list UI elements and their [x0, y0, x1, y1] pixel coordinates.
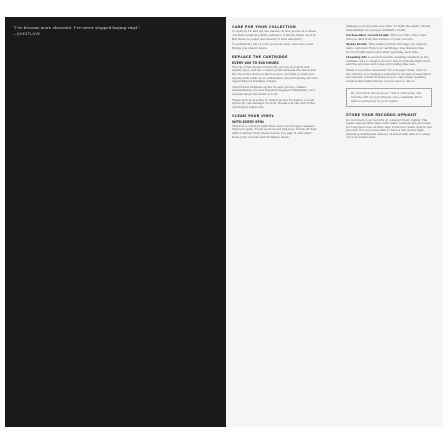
- section-heading: CARE FOR YOUR COLLECTION: [232, 25, 296, 29]
- section-subheading: WITH EVERY SPIN: [232, 119, 264, 124]
- paragraph: Do not stack your records or compact them tightly. The paper sleeves that came with many releases are not ideal for long-term use, as they may scratch or leave dust in the grooves. It’s not a bad idea to have a few dozen high-density polyethylene sleeves on hand with which to swap out your paper ones.: [346, 117, 432, 140]
- term-description: This smaller brush will help you remove static and dust from your cartridge. Use this and the record brush before and after spinning each side.: [346, 42, 428, 54]
- quote-text: “I’ve become more obsessed. I’ve never stopped buying vinyl.”: [13, 25, 141, 30]
- book-spread: [5, 17, 443, 427]
- section-store: [346, 113, 432, 140]
- paragraph: [346, 34, 432, 41]
- term: Carbon-fiber record brush:: [346, 33, 390, 38]
- right-page: [226, 17, 443, 427]
- paragraph: When it becomes necessary for a deeper clean, refer to the Library of Congress’s website for proper preservation procedures, which includes how to use a safe cleaning solution and instructions on how best to use it.: [346, 67, 431, 83]
- paragraph: These factors are fine to revisit as the tip wears; a worn stylus tip can damage records. Replace at the end of the cartridge’s stated life.: [232, 97, 315, 109]
- paragraph: The tip of the stylus follows the groove at a slow and steady pace, but the contact point between the track and the tip of the stylus is microscopic, and that pounds-per-square-inch adds up to somewhere around twenty-six tons depending on tracking weight.: [232, 64, 318, 84]
- tip-text: Do not touch the grooves. This is where the oils and the dirt on your fingers can constantly stick and be picked up by your stylus.: [351, 91, 422, 103]
- quote-attribution: —QUESTLOVE: [13, 32, 41, 37]
- term-description: This tool will collect and remove dust from the surface of your records.: [346, 33, 427, 41]
- paragraph: damage your records over time. To fight the static, invest immediately in a proper antistatic brush.: [346, 24, 431, 32]
- paragraph: The friction between stylus tip and groove creates temperatures of a few hundred degrees Fahrenheit—hot enough when the music is loud.: [232, 84, 315, 96]
- section-cleaning-tools: [346, 25, 432, 83]
- section-heading: CLEAN YOUR VINYL: [232, 114, 275, 119]
- paragraph: To extend the life of your precious vinyl, here are a few things you should know.: [232, 42, 314, 50]
- section-heading: STORE YOUR RECORDS UPRIGHT: [346, 113, 417, 118]
- paragraph: There is a common myth that every record gets cleaned before it spins. Treat each record like new: brush off dust with a carbon fiber brush before you play it, and after. Keep your records and turntable clean.: [232, 123, 317, 139]
- left-page: [5, 17, 226, 427]
- tip-box: [346, 88, 432, 107]
- section-cartridge: [232, 55, 318, 109]
- text-column-right: [346, 25, 432, 145]
- section-clean-vinyl: [232, 114, 318, 139]
- term-description: A record vacuum cleaning machine is the ultimate way to clean a record. Use it with the right fluid and the grooves will come out looking like new.: [346, 55, 430, 67]
- paragraph: To spin an LP and set the needle on the groove is a ritual, one that rewards a little patience. A simple thing, as it is. But there is power and beauty in that simplicity.: [232, 29, 317, 41]
- quote-block: [13, 25, 213, 37]
- term: Stylus brush:: [346, 42, 368, 47]
- paragraph: [346, 43, 432, 54]
- text-column-left: [232, 25, 318, 144]
- section-heading: REPLACE THE CARTRIDGE: [232, 55, 288, 60]
- paragraph: [346, 56, 432, 67]
- section-subheading: EVERY 400 TO 500 HOURS: [232, 60, 279, 65]
- term: Cleaning kit:: [346, 55, 367, 60]
- section-care: [232, 25, 318, 50]
